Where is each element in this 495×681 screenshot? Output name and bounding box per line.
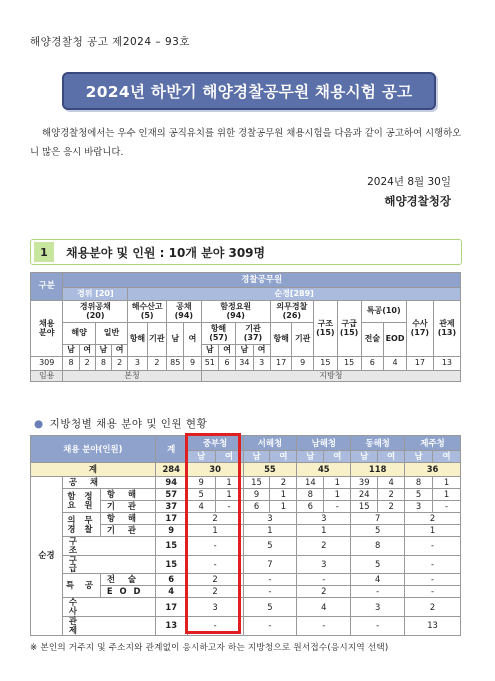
cell: 2: [405, 513, 461, 525]
row-total: 4: [155, 586, 187, 598]
nam-header: 남: [351, 451, 378, 463]
total-header: 계: [155, 436, 187, 463]
cell: 5: [351, 555, 405, 574]
sum-cell: 45: [297, 463, 351, 477]
cell: 6: [297, 501, 324, 513]
section-number: 1: [34, 242, 54, 262]
cell: -: [324, 501, 351, 513]
cell: 2: [187, 513, 243, 525]
table-row: [31, 616, 461, 635]
table-row: [31, 489, 461, 501]
haesu-gigwan: 기관: [147, 323, 166, 357]
row-label: 구 조: [62, 537, 155, 556]
teukgong: 특공(10): [361, 301, 406, 323]
row-label: 항 해: [100, 513, 155, 525]
uimu-hanghae: 항해: [270, 323, 292, 357]
value-cell: 6: [218, 357, 235, 371]
cell: -: [297, 574, 351, 586]
hamjeong-hanghae-yeo: 여: [218, 345, 235, 357]
table-row: [31, 574, 461, 586]
cell: 3: [405, 501, 433, 513]
cell: 8: [351, 537, 405, 556]
yeo-header: 여: [270, 451, 297, 463]
cell: 1: [270, 501, 297, 513]
value-cell: 4: [384, 357, 407, 371]
value-cell: 3: [253, 357, 270, 371]
row-group-label: 함 정 요 원: [62, 489, 100, 513]
row-total: 15: [155, 537, 187, 556]
value-cell: 309: [31, 357, 63, 371]
haeyang-yeo: 여: [79, 345, 95, 357]
cell: 5: [243, 598, 297, 617]
susa: 수사 (17): [406, 301, 433, 357]
cell: 1: [215, 477, 243, 489]
sungyeong-label: 순경: [31, 477, 63, 636]
haesu-hanghae: 항해: [128, 323, 147, 357]
cell: 5: [243, 537, 297, 556]
region-header: 남해청: [297, 436, 351, 451]
region-header: 중부청: [187, 436, 243, 451]
row-total: 57: [155, 489, 187, 501]
value-cell: 51: [201, 357, 218, 371]
cell: 7: [243, 555, 297, 574]
cell: 6: [243, 501, 270, 513]
row-label: E O D: [100, 586, 155, 598]
uimu-gigwan: 기관: [292, 323, 314, 357]
cell: -: [215, 501, 243, 513]
gyeongwi-gongchae: 경위공채 (20): [63, 301, 128, 323]
cell: -: [405, 574, 461, 586]
regional-table: [30, 435, 461, 636]
haesu-sango: 해수산고 (5): [128, 301, 167, 323]
value-cell: 9: [292, 357, 314, 371]
value-cell: 13: [433, 357, 460, 371]
cell: 3: [187, 598, 243, 617]
imyong-label: 임용: [31, 371, 63, 382]
cell: -: [187, 616, 243, 635]
cell: 7: [351, 513, 405, 525]
row-label: 관 제: [62, 616, 155, 635]
yeo-header: 여: [433, 451, 461, 463]
gujo: 구조 (15): [313, 301, 337, 357]
jeonsul: 전술: [361, 323, 384, 357]
nam-header: 남: [187, 451, 215, 463]
cell: 3: [351, 598, 405, 617]
cell: -: [243, 574, 297, 586]
cell: -: [351, 616, 405, 635]
row-total: 37: [155, 501, 187, 513]
ilban-nam: 남: [95, 345, 111, 357]
cell: -: [187, 537, 243, 556]
value-cell: 6: [361, 357, 384, 371]
table-row: [31, 513, 461, 525]
row-label: 전 술: [100, 574, 155, 586]
row-label: 구 급: [62, 555, 155, 574]
gyeongwi-header: 경위 [20]: [63, 288, 128, 301]
cell: -: [351, 586, 405, 598]
cell: 39: [351, 477, 378, 489]
sum-cell: 36: [405, 463, 461, 477]
value-cell: 2: [147, 357, 166, 371]
cell: 9: [187, 477, 215, 489]
sum-cell: 118: [351, 463, 405, 477]
value-cell: 34: [236, 357, 253, 371]
issuer-name: 해양경찰청장: [384, 194, 451, 208]
bullet-icon: ●: [34, 418, 44, 430]
row-label: 기 관: [100, 501, 155, 513]
cell: 1: [215, 489, 243, 501]
cell: 3: [297, 513, 351, 525]
row-total: 17: [155, 598, 187, 617]
hamjeong-hanghae: 항해 (57): [201, 323, 236, 345]
row-label: 공 채: [62, 477, 155, 489]
cell: 4: [378, 477, 405, 489]
hamjeong-gigwan-nam: 남: [236, 345, 253, 357]
cell: 1: [187, 525, 243, 537]
table-row: [31, 598, 461, 617]
recruitment-summary-table: [30, 272, 461, 382]
cell: 14: [297, 477, 324, 489]
row-label: 수 사: [62, 598, 155, 617]
cell: 1: [243, 525, 297, 537]
eod: EOD: [384, 323, 407, 357]
sum-label: 계: [31, 463, 156, 477]
sum-cell: 284: [155, 463, 187, 477]
region-header: 동해청: [351, 436, 405, 451]
cell: 1: [297, 525, 351, 537]
value-cell: 2: [79, 357, 95, 371]
section-title: 채용분야 및 인원 : 10개 분야 309명: [66, 245, 266, 260]
row-label: 항 해: [100, 489, 155, 501]
row-total: 15: [155, 555, 187, 574]
cell: 1: [433, 477, 461, 489]
cell: 2: [297, 586, 351, 598]
table-row: [31, 555, 461, 574]
cell: 1: [324, 477, 351, 489]
cell: 15: [351, 501, 378, 513]
row-total: 13: [155, 616, 187, 635]
cell: -: [405, 537, 461, 556]
cell: 3: [297, 555, 351, 574]
value-cell: 17: [406, 357, 433, 371]
regional-subtitle-text: 지방청별 채용 분야 및 인원 현황: [49, 418, 208, 430]
row-group-label: 특 공: [62, 574, 100, 598]
region-header: 서해청: [243, 436, 297, 451]
value-cell: 9: [184, 357, 201, 371]
cell: -: [405, 555, 461, 574]
value-cell: 15: [313, 357, 337, 371]
field-row-label: 채용 분야: [31, 301, 63, 357]
gwanje: 관제 (13): [433, 301, 460, 357]
gongchae-yeo: 여: [184, 323, 201, 357]
cell: 4: [297, 598, 351, 617]
cell: -: [243, 616, 297, 635]
cell: 24: [351, 489, 378, 501]
ilban: 일반: [95, 323, 127, 345]
cell: -: [405, 586, 461, 598]
row-total: 9: [155, 525, 187, 537]
row-label: 기 관: [100, 525, 155, 537]
gongchae-nam: 남: [167, 323, 184, 357]
cell: 3: [243, 513, 297, 525]
hamjeong-hanghae-nam: 남: [201, 345, 218, 357]
table-row: [31, 477, 461, 489]
cell: 13: [405, 616, 461, 635]
cell: 1: [433, 489, 461, 501]
table-row: [31, 537, 461, 556]
row-total: 17: [155, 513, 187, 525]
cell: 2: [187, 574, 243, 586]
uimu-gyeongchal: 의무경찰 (26): [270, 301, 313, 323]
value-cell: 2: [112, 357, 128, 371]
police-header: 경찰공무원: [63, 273, 461, 288]
highlight-box-jungbu: [185, 433, 241, 634]
field-header: 채용 분야(인원): [31, 436, 156, 463]
cell: 2: [187, 586, 243, 598]
cell: 5: [351, 525, 405, 537]
announcement-date: 2024년 8월 30일: [367, 176, 451, 188]
section-1-header: [30, 239, 462, 265]
value-cell: 15: [337, 357, 361, 371]
sum-row: [31, 463, 461, 477]
page-title: 2024년 하반기 해양경찰공무원 채용시험 공고: [62, 72, 436, 110]
cell: 1: [324, 489, 351, 501]
cell: 8: [405, 477, 433, 489]
value-cell: 3: [128, 357, 147, 371]
cell: 5: [405, 489, 433, 501]
value-cell: 8: [63, 357, 79, 371]
yeo-header: 여: [215, 451, 243, 463]
hamjeong-gigwan: 기관 (37): [236, 323, 271, 345]
row-total: 6: [155, 574, 187, 586]
footnote: ※ 본인의 거주지 및 주소지와 관계없이 응시하고자 하는 지방청으로 원서접수(응시지역 선택): [30, 643, 389, 653]
hamjeong-yowon: 함정요원 (94): [201, 301, 270, 323]
nam-header: 남: [405, 451, 433, 463]
cell: -: [187, 555, 243, 574]
cell: 2: [378, 489, 405, 501]
gubun-header: 구분: [31, 273, 63, 301]
gugeup: 구급 (15): [337, 301, 361, 357]
sungyeong-header: 순경[289]: [128, 288, 461, 301]
value-cell: 85: [167, 357, 184, 371]
cell: 1: [405, 525, 461, 537]
cell: 4: [187, 501, 215, 513]
bonchung-label: 본청: [63, 371, 201, 382]
cell: 2: [270, 477, 297, 489]
yeo-header: 여: [378, 451, 405, 463]
cell: -: [243, 586, 297, 598]
ilban-yeo: 여: [112, 345, 128, 357]
cell: 2: [378, 501, 405, 513]
nam-header: 남: [297, 451, 324, 463]
regional-subtitle: [34, 416, 207, 431]
cell: 2: [405, 598, 461, 617]
haeyang: 해양: [63, 323, 95, 345]
sum-cell: 30: [187, 463, 243, 477]
document-number: 해양경찰청 공고 제2024 – 93호: [30, 36, 190, 48]
nam-header: 남: [243, 451, 270, 463]
cell: 8: [297, 489, 324, 501]
cell: 15: [243, 477, 270, 489]
gongchae: 공채 (94): [167, 301, 202, 323]
cell: 5: [187, 489, 215, 501]
table-row: [31, 357, 461, 371]
region-header: 제주청: [405, 436, 461, 451]
cell: 4: [351, 574, 405, 586]
cell: -: [433, 501, 461, 513]
cell: 1: [270, 489, 297, 501]
value-cell: 17: [270, 357, 292, 371]
row-total: 94: [155, 477, 187, 489]
cell: 9: [243, 489, 270, 501]
yeo-header: 여: [324, 451, 351, 463]
jibangchung-label: 지방청: [201, 371, 460, 382]
hamjeong-gigwan-yeo: 여: [253, 345, 270, 357]
value-cell: 8: [95, 357, 111, 371]
cell: 2: [297, 537, 351, 556]
row-group-label: 의 무 경 찰: [62, 513, 100, 537]
intro-paragraph: 해양경찰청에서는 우수 인재의 공직유치를 위한 경찰공무원 채용시험을 다음과 같이 공고하여 시행하오니 많은 응시 바랍니다.: [30, 128, 462, 158]
haeyang-nam: 남: [63, 345, 79, 357]
cell: -: [297, 616, 351, 635]
sum-cell: 55: [243, 463, 297, 477]
